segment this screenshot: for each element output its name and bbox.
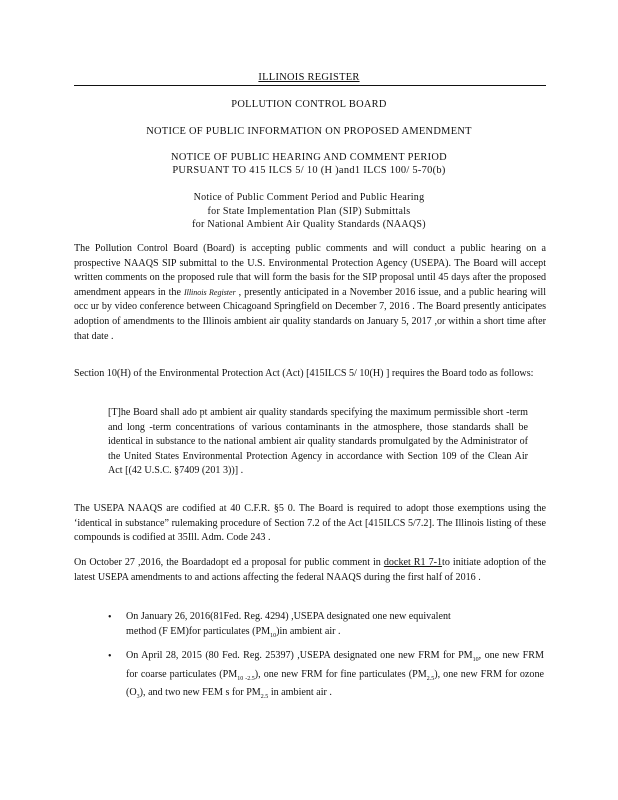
paragraph-intro — [74, 242, 546, 344]
subtitle-line-2: for State Implementation Plan (SIP) Submittals — [207, 206, 411, 217]
bullet-2-line-3c: ), and two new FEM s for PM — [139, 687, 261, 699]
paragraph-section-10h: Section 10(H) of the Environmental Protection Act (Act) [415ILCS 5/ 10(H) ] requires the Board todo as follows: — [74, 368, 534, 379]
bullet-2-line-2b: ), one new FRM for fine particulates — [254, 668, 406, 680]
bullet-2-line-1-sub: 10 — [472, 657, 479, 664]
bullet-2-line-2a: one new FRM for coarse particulates (PM — [126, 650, 544, 680]
bullet-1-symbol: • — [108, 612, 112, 623]
notice-hearing-title: NOTICE OF PUBLIC HEARING AND COMMENT PERIOD — [171, 152, 447, 163]
bullet-1-text — [126, 610, 544, 643]
paragraph-october-tail: to initiate adoption of the latest USEPA amendments to and actions affecting the federal NAAQS during the first half of 2016 . — [74, 557, 546, 583]
paragraph-intro-tail: , presently anticipated in a November 2016 issue, and a public hearing will occ ur by video conference between Chicagoand Springfield on December 7, 2016 . The Board presently anticipates adoption of amendments to the Illinois ambient air quality standards on January 5, 2017 ,or within a short time after that date . — [74, 286, 547, 342]
bullet-2-line-1a: On April 28, 2015 (80 Fed. Reg. 25397) ,USEPA designated one new FRM for PM — [126, 650, 473, 661]
subtitle-line-1: Notice of Public Comment Period and Public Hearing — [193, 192, 425, 203]
bullet-2-line-3-sub-1: 2.5 — [426, 675, 435, 682]
subtitle-line-3: for National Ambient Air Quality Standards (NAAQS) — [192, 219, 426, 230]
paragraph-october-proposal — [74, 556, 546, 585]
bullet-1-line-2a: method (F EM)for particulates (PM — [126, 625, 271, 637]
board-title: POLLUTION CONTROL BOARD — [231, 99, 387, 110]
statute-quote: [T]he Board shall ado pt ambient air quality standards specifying the maximum permissible short -term and long -term concentrations of various contaminants in the atmosphere, those standards shall be identical in substance to the national ambient air quality standards promulgated by the Administrator of the United States Environmental Protection Agency in accordance with Section 109 of the Clean Air Act [(42 U.S.C. §7409 (201 3))] . — [108, 407, 528, 477]
paragraph-usepa-naaqs: The USEPA NAAQS are codified at 40 C.F.R. §5 0. The Board is required to adopt those exemptions using the ‘identical in substance” rulemaking procedure of Section 7.2 of the Act [415ILCS 5/7.2]. The Illinois listing of these compounds is codified at 35Ill. Adm. Code 243 . — [74, 503, 546, 544]
register-title: ILLINOIS REGISTER — [258, 72, 360, 83]
bullet-2-line-3a: (PM — [408, 668, 427, 680]
header-rule — [74, 85, 546, 86]
bullet-2-line-3-sub-3: 2.5 — [260, 694, 269, 701]
bullet-2-symbol: • — [108, 651, 112, 662]
pursuant-line: PURSUANT TO 415 ILCS 5/ 10 (H )and1 ILCS 100/ 5-70(b) — [172, 165, 446, 176]
notice-information-title: NOTICE OF PUBLIC INFORMATION ON PROPOSED AMENDMENT — [146, 126, 472, 137]
bullet-1-sub: 10 — [270, 632, 277, 639]
bullet-1-line-2b: )in ambient air . — [276, 625, 341, 637]
bullet-2-text — [126, 649, 544, 705]
bullet-2-line-3d: in ambient air . — [270, 687, 332, 699]
paragraph-october-lead: On October 27 ,2016, the Boardadopt ed a proposal for public comment in — [74, 557, 381, 568]
bullet-1-line-1: On January 26, 2016(81Fed. Reg. 4294) ,USEPA designated one new equivalent — [126, 611, 451, 622]
bullet-2-line-2-sub: 10 -2.5 — [237, 675, 255, 682]
bullet-2-line-3-sub-2: 3 — [136, 694, 140, 701]
illinois-register-italic: Illinois Register — [183, 287, 236, 297]
docket-link[interactable]: docket R1 7-1 — [383, 557, 443, 568]
bullet-2-line-3b: ), one new FRM for ozone (O — [126, 668, 544, 699]
bullet-2-line-1b: , — [478, 650, 482, 661]
paragraph-intro-lead: The Pollution Control Board (Board) is accepting public comments and will conduct a public hearing on a prospective NAAQS SIP submittal to the U.S. Environmental Protection Agency (USEPA). The Board will accept written comments on the proposed rule that will form the basis for the SIP proposal until 45 days after the proposed amendment appears in the — [74, 243, 546, 298]
